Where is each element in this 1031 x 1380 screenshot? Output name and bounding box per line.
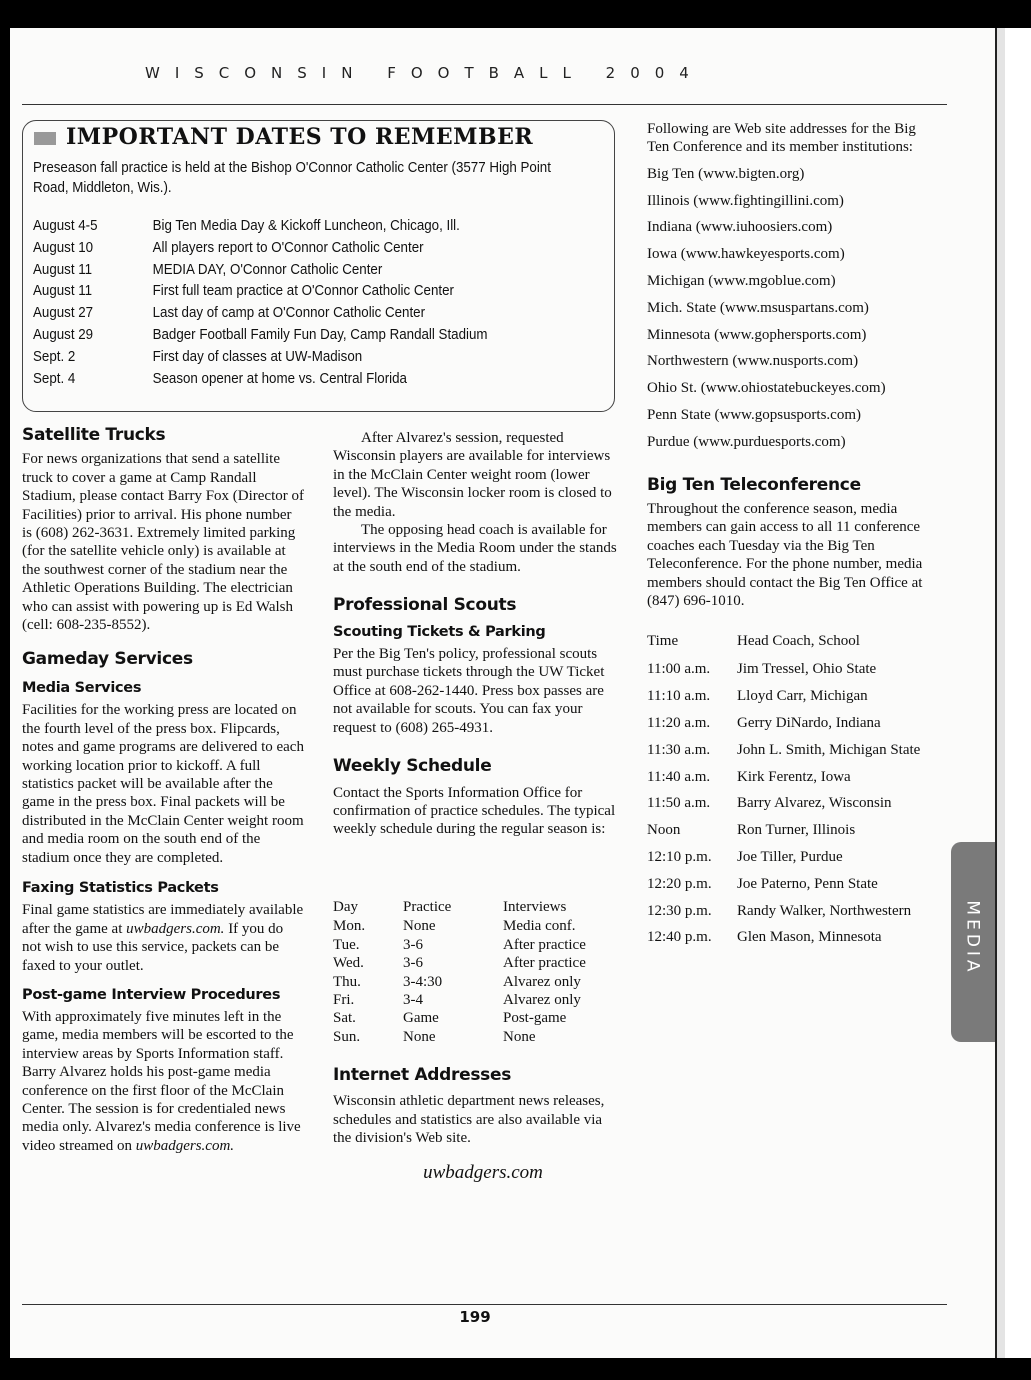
- postgame-text: With approximately five minutes left in the game, media members will be escorted to the interview areas by Sports Information staff. Barry Alvarez holds his post-game media conference on the first floor of the McClain Center. The session is for credentialed news media only. Alvarez's media conference is live video streamed on: [22, 1008, 301, 1154]
- date-label: August 4-5: [33, 218, 98, 234]
- date-label: August 10: [33, 239, 94, 256]
- schedule-cell: Tue.: [333, 936, 360, 953]
- teleconference-time: 12:30 p.m.: [647, 902, 712, 919]
- web-address-item[interactable]: Penn State (www.gopsusports.com): [647, 406, 862, 423]
- teleconference-coach: Randy Walker, Northwestern: [737, 902, 912, 919]
- teleconference-row: [647, 687, 927, 705]
- web-address-item[interactable]: Illinois (www.fightingillini.com): [647, 192, 844, 209]
- middle-column: [333, 429, 618, 839]
- teleconference-row: [647, 848, 927, 866]
- teleconference-header-row: [647, 632, 927, 650]
- date-label: Sept. 2: [33, 348, 76, 365]
- weekly-schedule-text: Contact the Sports Information Office for confirmation of practice schedules. The typical weekly schedule during the regular season is:: [333, 784, 616, 838]
- date-row: [33, 216, 487, 238]
- scan-left-border: [0, 0, 10, 1380]
- schedule-cell: None: [503, 1028, 536, 1045]
- schedule-row: [333, 1028, 586, 1046]
- schedule-cell: Fri.: [333, 991, 355, 1008]
- scan-bottom-border: [0, 1358, 1031, 1380]
- schedule-row: [333, 954, 586, 972]
- teleconference-row: [647, 768, 927, 786]
- important-dates-title: [34, 124, 533, 150]
- schedule-cell: Media conf.: [503, 918, 576, 935]
- uwbadgers-url[interactable]: uwbadgers.com: [423, 1162, 543, 1183]
- schedule-header-cell: Interviews: [503, 899, 567, 915]
- date-label: August 27: [33, 305, 94, 322]
- postgame-interview-heading: Post-game Interview Procedures: [22, 986, 281, 1003]
- schedule-cell: After practice: [503, 936, 586, 953]
- schedule-cell: Wed.: [333, 955, 364, 972]
- teleconference-coach: Joe Paterno, Penn State: [737, 875, 878, 892]
- teleconference-heading: Big Ten Teleconference: [647, 474, 861, 495]
- schedule-cell: 3-6: [403, 936, 423, 953]
- faxing-text-part1: Final game statistics are immediately available after the game at: [22, 902, 304, 937]
- teleconference-text: Throughout the conference season, media members can gain access to all 11 conference coaches each Tuesday via the Big Ten Teleconference. For the phone number, media members should contact the Big Ten Office at (847) 696-1010.: [647, 500, 923, 610]
- date-label: August 11: [33, 283, 93, 300]
- teleconference-row: [647, 928, 927, 946]
- page-edge: [995, 28, 1005, 1358]
- web-address-item[interactable]: Big Ten (www.bigten.org): [647, 165, 805, 182]
- teleconference-time: 11:10 a.m.: [647, 688, 711, 705]
- date-event: All players report to O'Connor Catholic Center: [152, 239, 424, 256]
- schedule-row: [333, 1009, 586, 1027]
- web-addresses-intro: Following are Web site addresses for the Big Ten Conference and its member institutions:: [647, 121, 916, 156]
- schedule-header-cell: Day: [333, 899, 358, 915]
- date-row: [33, 347, 487, 369]
- media-services-heading: Media Services: [22, 679, 142, 696]
- teleconference-time: 11:20 a.m.: [647, 715, 711, 731]
- square-bullet-icon: [34, 132, 56, 145]
- web-address-item[interactable]: Iowa (www.hawkeyesports.com): [647, 246, 845, 263]
- date-row: [33, 303, 487, 325]
- schedule-cell: Alvarez only: [503, 991, 581, 1008]
- date-row: [33, 260, 487, 282]
- date-event: Big Ten Media Day & Kickoff Luncheon, Chicago, Ill.: [152, 218, 460, 234]
- teleconference-coach: Kirk Ferentz, Iowa: [737, 768, 851, 785]
- date-event: First full team practice at O'Connor Catholic Center: [152, 283, 454, 300]
- teleconference-row: [647, 794, 927, 812]
- teleconference-row: [647, 714, 927, 732]
- footer-rule: [22, 1304, 947, 1305]
- satellite-trucks-text: For news organizations that send a satellite truck to cover a game at Camp Randall Stadium, please contact Barry Fox (Director of Facilities) prior to arrival. His phone number is (608) 262-3631. Extremely limited parking (for the satellite vehicle only) is available at the southwest corner of the stadium near the Athletic Operations Building. The electrician who can assist with powering up is Ed Walsh (cell: 608-235-8552).: [22, 451, 304, 634]
- schedule-row: [333, 991, 586, 1009]
- media-section-tab-label: MEDIA: [962, 900, 983, 976]
- date-event: MEDIA DAY, O'Connor Catholic Center: [152, 261, 383, 278]
- date-row: [33, 238, 487, 260]
- schedule-cell: None: [403, 1028, 436, 1045]
- gameday-services-heading: Gameday Services: [22, 649, 193, 670]
- important-dates-title-text: IMPORTANT DATES TO REMEMBER: [66, 124, 534, 150]
- teleconference-row: [647, 741, 927, 759]
- scouting-tickets-heading: Scouting Tickets & Parking: [333, 623, 546, 640]
- schedule-cell: Alvarez only: [503, 973, 581, 990]
- faxing-text-part2: If you do not wish to use this service, packets can be faxed to your outlet.: [22, 920, 284, 974]
- date-event: Last day of camp at O'Connor Catholic Center: [152, 305, 426, 322]
- schedule-cell: Game: [403, 1010, 439, 1027]
- web-address-item[interactable]: Michigan (www.mgoblue.com): [647, 273, 836, 289]
- date-label: Sept. 4: [33, 370, 76, 387]
- schedule-cell: Thu.: [333, 973, 361, 990]
- teleconference-coach: Glen Mason, Minnesota: [737, 929, 882, 946]
- postgame-interview-text: [22, 1008, 304, 1155]
- teleconference-coach: Jim Tressel, Ohio State: [737, 661, 877, 678]
- teleconference-row: [647, 875, 927, 893]
- date-event: Season opener at home vs. Central Florida: [152, 370, 407, 387]
- web-addresses-list: [647, 165, 932, 460]
- schedule-cell: 3-6: [403, 955, 423, 972]
- weekly-schedule-heading: Weekly Schedule: [333, 756, 492, 777]
- schedule-cell: Sat.: [333, 1010, 356, 1027]
- teleconference-time: 11:40 a.m.: [647, 768, 711, 785]
- important-dates-intro: Preseason fall practice is held at the Bishop O'Connor Catholic Center (3577 High Point Road, Middleton, Wis.).: [33, 160, 551, 196]
- faxing-statistics-heading: Faxing Statistics Packets: [22, 879, 219, 896]
- internet-section: [333, 1066, 618, 1148]
- satellite-trucks-heading: Satellite Trucks: [22, 425, 166, 445]
- date-label: August 29: [33, 326, 94, 343]
- scan-top-border: [0, 0, 1031, 28]
- date-row: [33, 369, 487, 391]
- schedule-cell: None: [403, 918, 436, 935]
- teleconference-table: [647, 632, 927, 955]
- page-number: 199: [459, 1308, 491, 1326]
- teleconference-row: [647, 660, 927, 678]
- teleconference-coach: John L. Smith, Michigan State: [737, 741, 921, 758]
- web-address-item[interactable]: Purdue (www.purduesports.com): [647, 433, 846, 450]
- web-address-item[interactable]: Indiana (www.iuhoosiers.com): [647, 219, 833, 236]
- schedule-cell: Mon.: [333, 918, 366, 935]
- schedule-row: [333, 936, 586, 954]
- internet-addresses-heading: Internet Addresses: [333, 1065, 512, 1085]
- teleconference-coach: Lloyd Carr, Michigan: [737, 688, 868, 705]
- teleconference-coach: Barry Alvarez, Wisconsin: [737, 795, 892, 812]
- left-column: [22, 426, 304, 1155]
- web-address-item[interactable]: Northwestern (www.nusports.com): [647, 353, 859, 370]
- date-event: First day of classes at UW-Madison: [152, 348, 363, 365]
- date-label: August 11: [33, 261, 93, 278]
- schedule-row: [333, 973, 586, 991]
- media-services-text: Facilities for the working press are located on the fourth level of the press box. Flipcards, notes and game programs are delivered to each working location prior to kickoff. A full statistics packet will be available after the game in the press box. Final packets will be distributed in the McClain Center weight room and media room on the south end of the stadium once they are completed.: [22, 702, 304, 866]
- schedule-header-row: [333, 898, 586, 916]
- teleconference-coach: Joe Tiller, Purdue: [737, 848, 843, 865]
- date-event: Badger Football Family Fun Day, Camp Randall Stadium: [152, 326, 488, 343]
- postgame-site-link[interactable]: uwbadgers.com.: [135, 1137, 235, 1154]
- teleconference-time: 11:00 a.m.: [647, 661, 711, 678]
- teleconference-row: [647, 821, 927, 839]
- teleconference-time: 12:20 p.m.: [647, 875, 712, 892]
- web-address-item[interactable]: Mich. State (www.msuspartans.com): [647, 299, 869, 316]
- important-dates-list: [33, 216, 527, 390]
- teleconference-time: 11:30 a.m.: [647, 741, 711, 758]
- alvarez-session-text: After Alvarez's session, requested Wisconsin players are available for interviews in the McClain Center weight room (lower level). The Wisconsin locker room is closed to the media.: [333, 430, 612, 520]
- schedule-cell: After practice: [503, 955, 586, 972]
- schedule-cell: 3-4: [403, 991, 423, 1008]
- teleconference-coach: Gerry DiNardo, Indiana: [737, 715, 881, 731]
- faxing-statistics-text: [22, 901, 304, 975]
- schedule-row: [333, 917, 586, 935]
- professional-scouts-heading: Professional Scouts: [333, 595, 517, 616]
- schedule-cell: 3-4:30: [403, 973, 443, 990]
- opposing-coach-text: The opposing head coach is available for interviews in the Media Room under the stands at the south end of the stadium.: [333, 522, 617, 575]
- teleconference-time: 12:40 p.m.: [647, 929, 712, 946]
- teleconference-coach: Ron Turner, Illinois: [737, 822, 856, 839]
- teleconference-row: [647, 902, 927, 920]
- teleconference-time: Noon: [647, 822, 681, 839]
- date-row: [33, 325, 487, 347]
- internet-addresses-text: Wisconsin athletic department news releases, schedules and statistics are also available via the division's Web site.: [333, 1093, 605, 1147]
- teleconference-time: 12:10 p.m.: [647, 848, 712, 865]
- running-header: WISCONSIN FOOTBALL 2004: [145, 64, 704, 82]
- faxing-site-link[interactable]: uwbadgers.com.: [126, 920, 225, 937]
- date-row: [33, 281, 487, 303]
- coach-header: Head Coach, School: [737, 633, 860, 649]
- web-address-item[interactable]: Ohio St. (www.ohiostatebuckeyes.com): [647, 380, 886, 397]
- weekly-schedule-table: [333, 898, 586, 1046]
- schedule-cell: Sun.: [333, 1028, 361, 1045]
- right-column: [647, 120, 932, 610]
- schedule-header-cell: Practice: [403, 899, 452, 915]
- time-header: Time: [647, 633, 679, 649]
- web-address-item[interactable]: Minnesota (www.gophersports.com): [647, 326, 867, 343]
- scouting-tickets-text: Per the Big Ten's policy, professional scouts must purchase tickets through the UW Ticket Office at 608-262-1440. Press box passes are not available for scouts. You can fax your request to (608) 265-4931.: [333, 646, 605, 736]
- header-rule: [22, 104, 947, 105]
- schedule-cell: Post-game: [503, 1010, 567, 1027]
- teleconference-time: 11:50 a.m.: [647, 795, 711, 812]
